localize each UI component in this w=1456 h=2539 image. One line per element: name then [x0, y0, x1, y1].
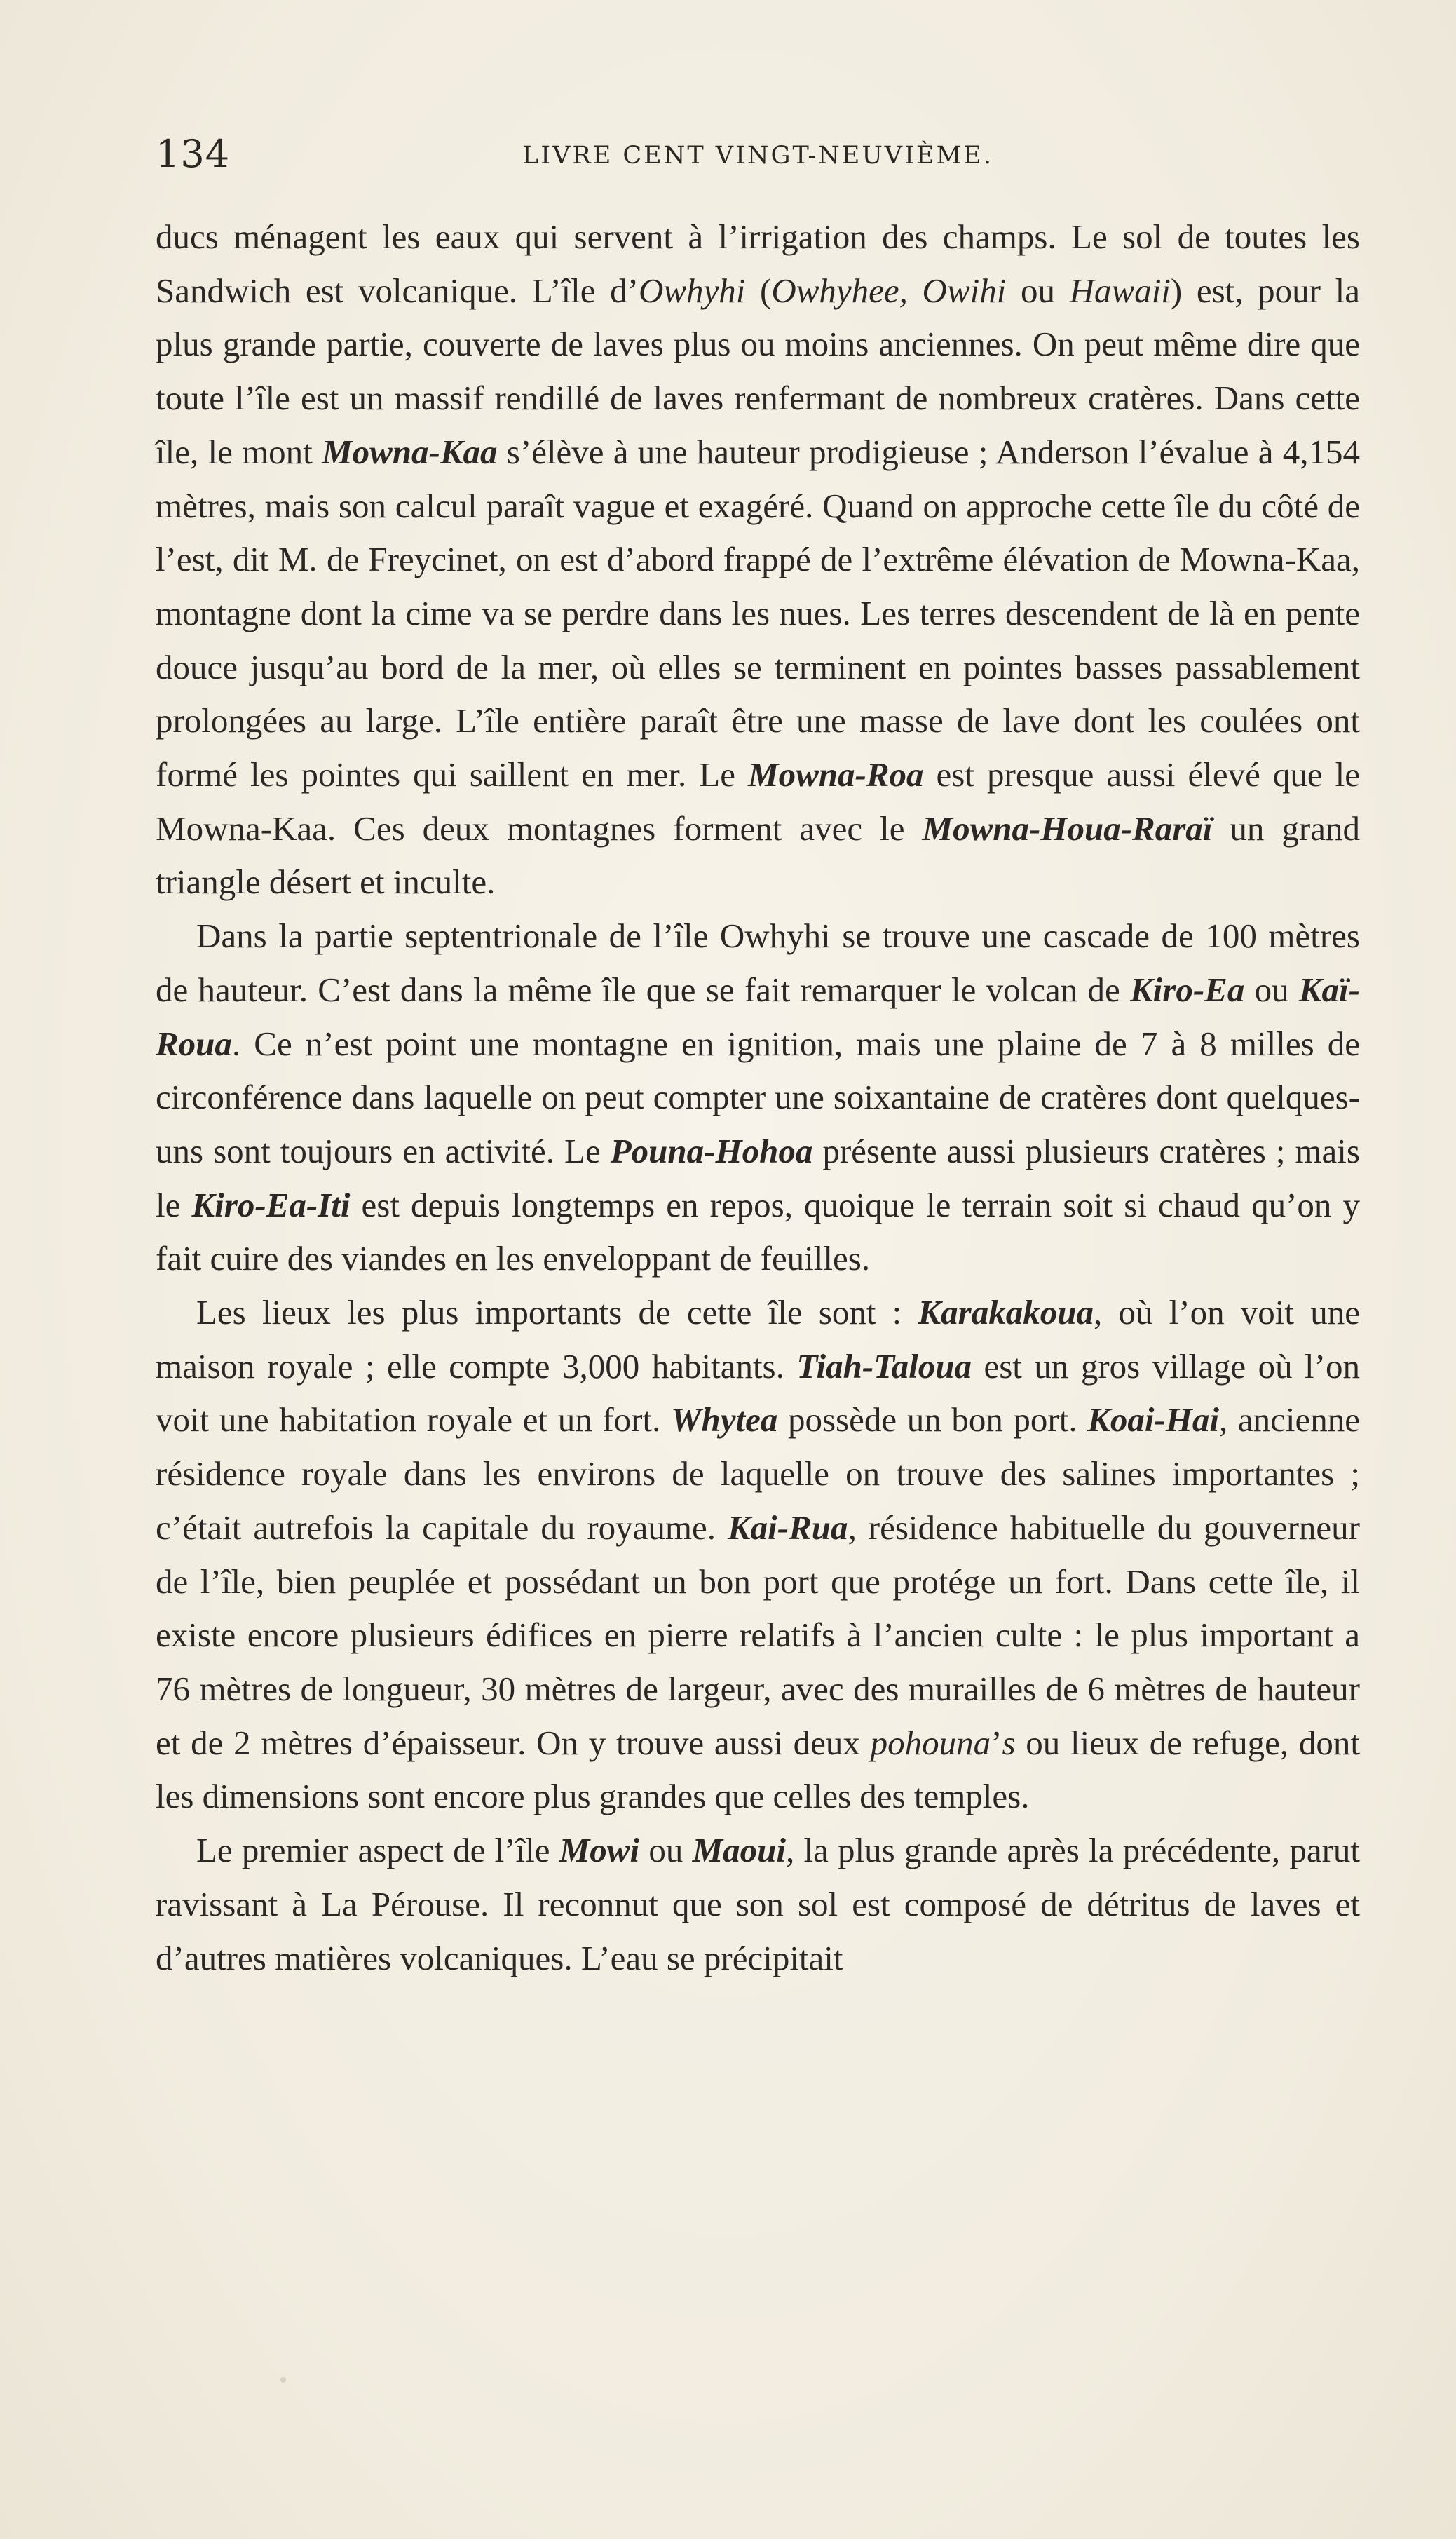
text-run: , résidence habituelle du gouverneur de l’île, bien peuplée et possédant un bon port que protége un fort. Dans cette île, il existe encore plusieurs édifices en pierre relatifs à l’ancien culte : le plus important a 76 mètres de longueur, 30 mètres de largeur, avec des murailles de 6 mètres de hauteur et de 2 mètres d’épaisseur. On y trouve aussi deux [156, 1508, 1360, 1762]
paragraph [156, 1824, 1360, 1985]
text-run: ’ [991, 1723, 1002, 1762]
text-run: ou [1244, 970, 1299, 1009]
italic-term: Hawaii [1069, 271, 1171, 310]
text-run: ou lieux de refuge, dont les dimensions sont encore plus grandes que celles des temples. [156, 1723, 1360, 1816]
paragraph [156, 909, 1360, 1286]
text-run: Dans la partie septentrionale de l’île Owhyhi se trouve une cascade de 100 mètres de hauteur. C’est dans la même île que se fait remarquer le volcan de [156, 916, 1360, 1009]
italic-term: Mowna-Kaa [322, 432, 498, 471]
text-run: Les lieux les plus importants de cette île sont : [196, 1293, 918, 1332]
italic-term: Karakakoua [918, 1293, 1094, 1332]
text-run: ou [1006, 271, 1070, 310]
italic-term: Koai-Hai [1087, 1400, 1220, 1440]
text-run: est un gros village où l’on voit une habitation royale et un fort. [156, 1346, 1360, 1440]
italic-term: Maoui [692, 1831, 786, 1870]
body-text [156, 210, 1360, 1985]
italic-term: Kai-Rua [728, 1508, 848, 1547]
italic-term: Mowna-Roa [748, 755, 924, 794]
text-run: présente aussi plusieurs cratères ; mais le [156, 1131, 1360, 1224]
text-run: , où l’on voit une maison royale ; elle compte 3,000 habitants. [156, 1293, 1360, 1386]
text-run: est depuis longtemps en repos, quoique le terrain soit si chaud qu’on y fait cuire des viandes en les enveloppant de feuilles. [156, 1185, 1360, 1278]
paragraph [156, 1286, 1360, 1824]
page-number: 134 [156, 132, 231, 176]
italic-term: Owhyhee, Owihi [771, 271, 1007, 310]
italic-term: s [1002, 1723, 1016, 1762]
text-run: , la plus grande après la précédente, parut ravissant à La Pérouse. Il reconnut que son sol est composé de détritus de laves et d’autres matières volcaniques. L’eau se précipitait [156, 1831, 1361, 1977]
page-header [156, 132, 1360, 181]
italic-term: Owhyhi [638, 271, 746, 310]
text-run: . Ce n’est point une montagne en ignition, mais une plaine de 7 à 8 milles de circonférence dans laquelle on peut compter une soixantaine de cratères dont quelques-uns sont toujours en activité. Le [156, 1024, 1360, 1170]
text-run: ducs ménagent les eaux qui servent à l’irrigation des champs. Le sol de toutes les Sandwich est volcanique. L’île d’ [156, 217, 1360, 310]
italic-term: Mowi [559, 1831, 640, 1870]
italic-term: Mowna-Houa-Raraï [922, 808, 1213, 848]
text-run: Le premier aspect de l’île [196, 1831, 559, 1870]
paper-speck [280, 2377, 286, 2383]
paragraph [156, 210, 1360, 909]
text-run: est presque aussi élevé que le Mowna-Kaa. Ces deux montagnes forment avec le [156, 755, 1360, 848]
text-run: ) est, pour la plus grande partie, couverte de laves plus ou moins anciennes. On peut même dire que toute l’île est un massif rendillé de laves renfermant de nombreux cratères. Dans cette île, le mont [156, 271, 1360, 471]
italic-term: pohouna [870, 1723, 991, 1762]
italic-term: Kiro-Ea-Iti [191, 1185, 351, 1224]
italic-term: Pouna-Hohoa [610, 1131, 813, 1170]
italic-term: Tiah-Taloua [796, 1346, 972, 1386]
text-run: ( [745, 271, 772, 310]
italic-term: Whytea [670, 1400, 778, 1440]
italic-term: Kaï-Roua [156, 970, 1360, 1063]
text-run: s’élève à une hauteur prodigieuse ; Anderson l’évalue à 4,154 mètres, mais son calcul paraît vague et exagéré. Quand on approche cette île du côté de l’est, dit M. de Freycinet, on est d’abord frappé de l’extrême élévation de Mowna-Kaa, montagne dont la cime va se perdre dans les nues. Les terres descendent de là en pente douce jusqu’au bord de la mer, où elles se terminent en pointes basses passablement prolongées au large. L’île entière paraît être une masse de lave dont les coulées ont formé les pointes qui saillent en mer. Le [156, 432, 1360, 794]
text-run: possède un bon port. [777, 1400, 1088, 1440]
text-run: un grand triangle désert et inculte. [156, 808, 1360, 902]
italic-term: Kiro-Ea [1129, 970, 1245, 1009]
running-head: LIVRE CENT VINGT-NEUVIÈME. [522, 142, 993, 170]
text-run: ou [639, 1831, 693, 1870]
text-run: , ancienne résidence royale dans les environs de laquelle on trouve des salines importantes ; c’était autrefois la capitale du royaume. [156, 1400, 1361, 1547]
